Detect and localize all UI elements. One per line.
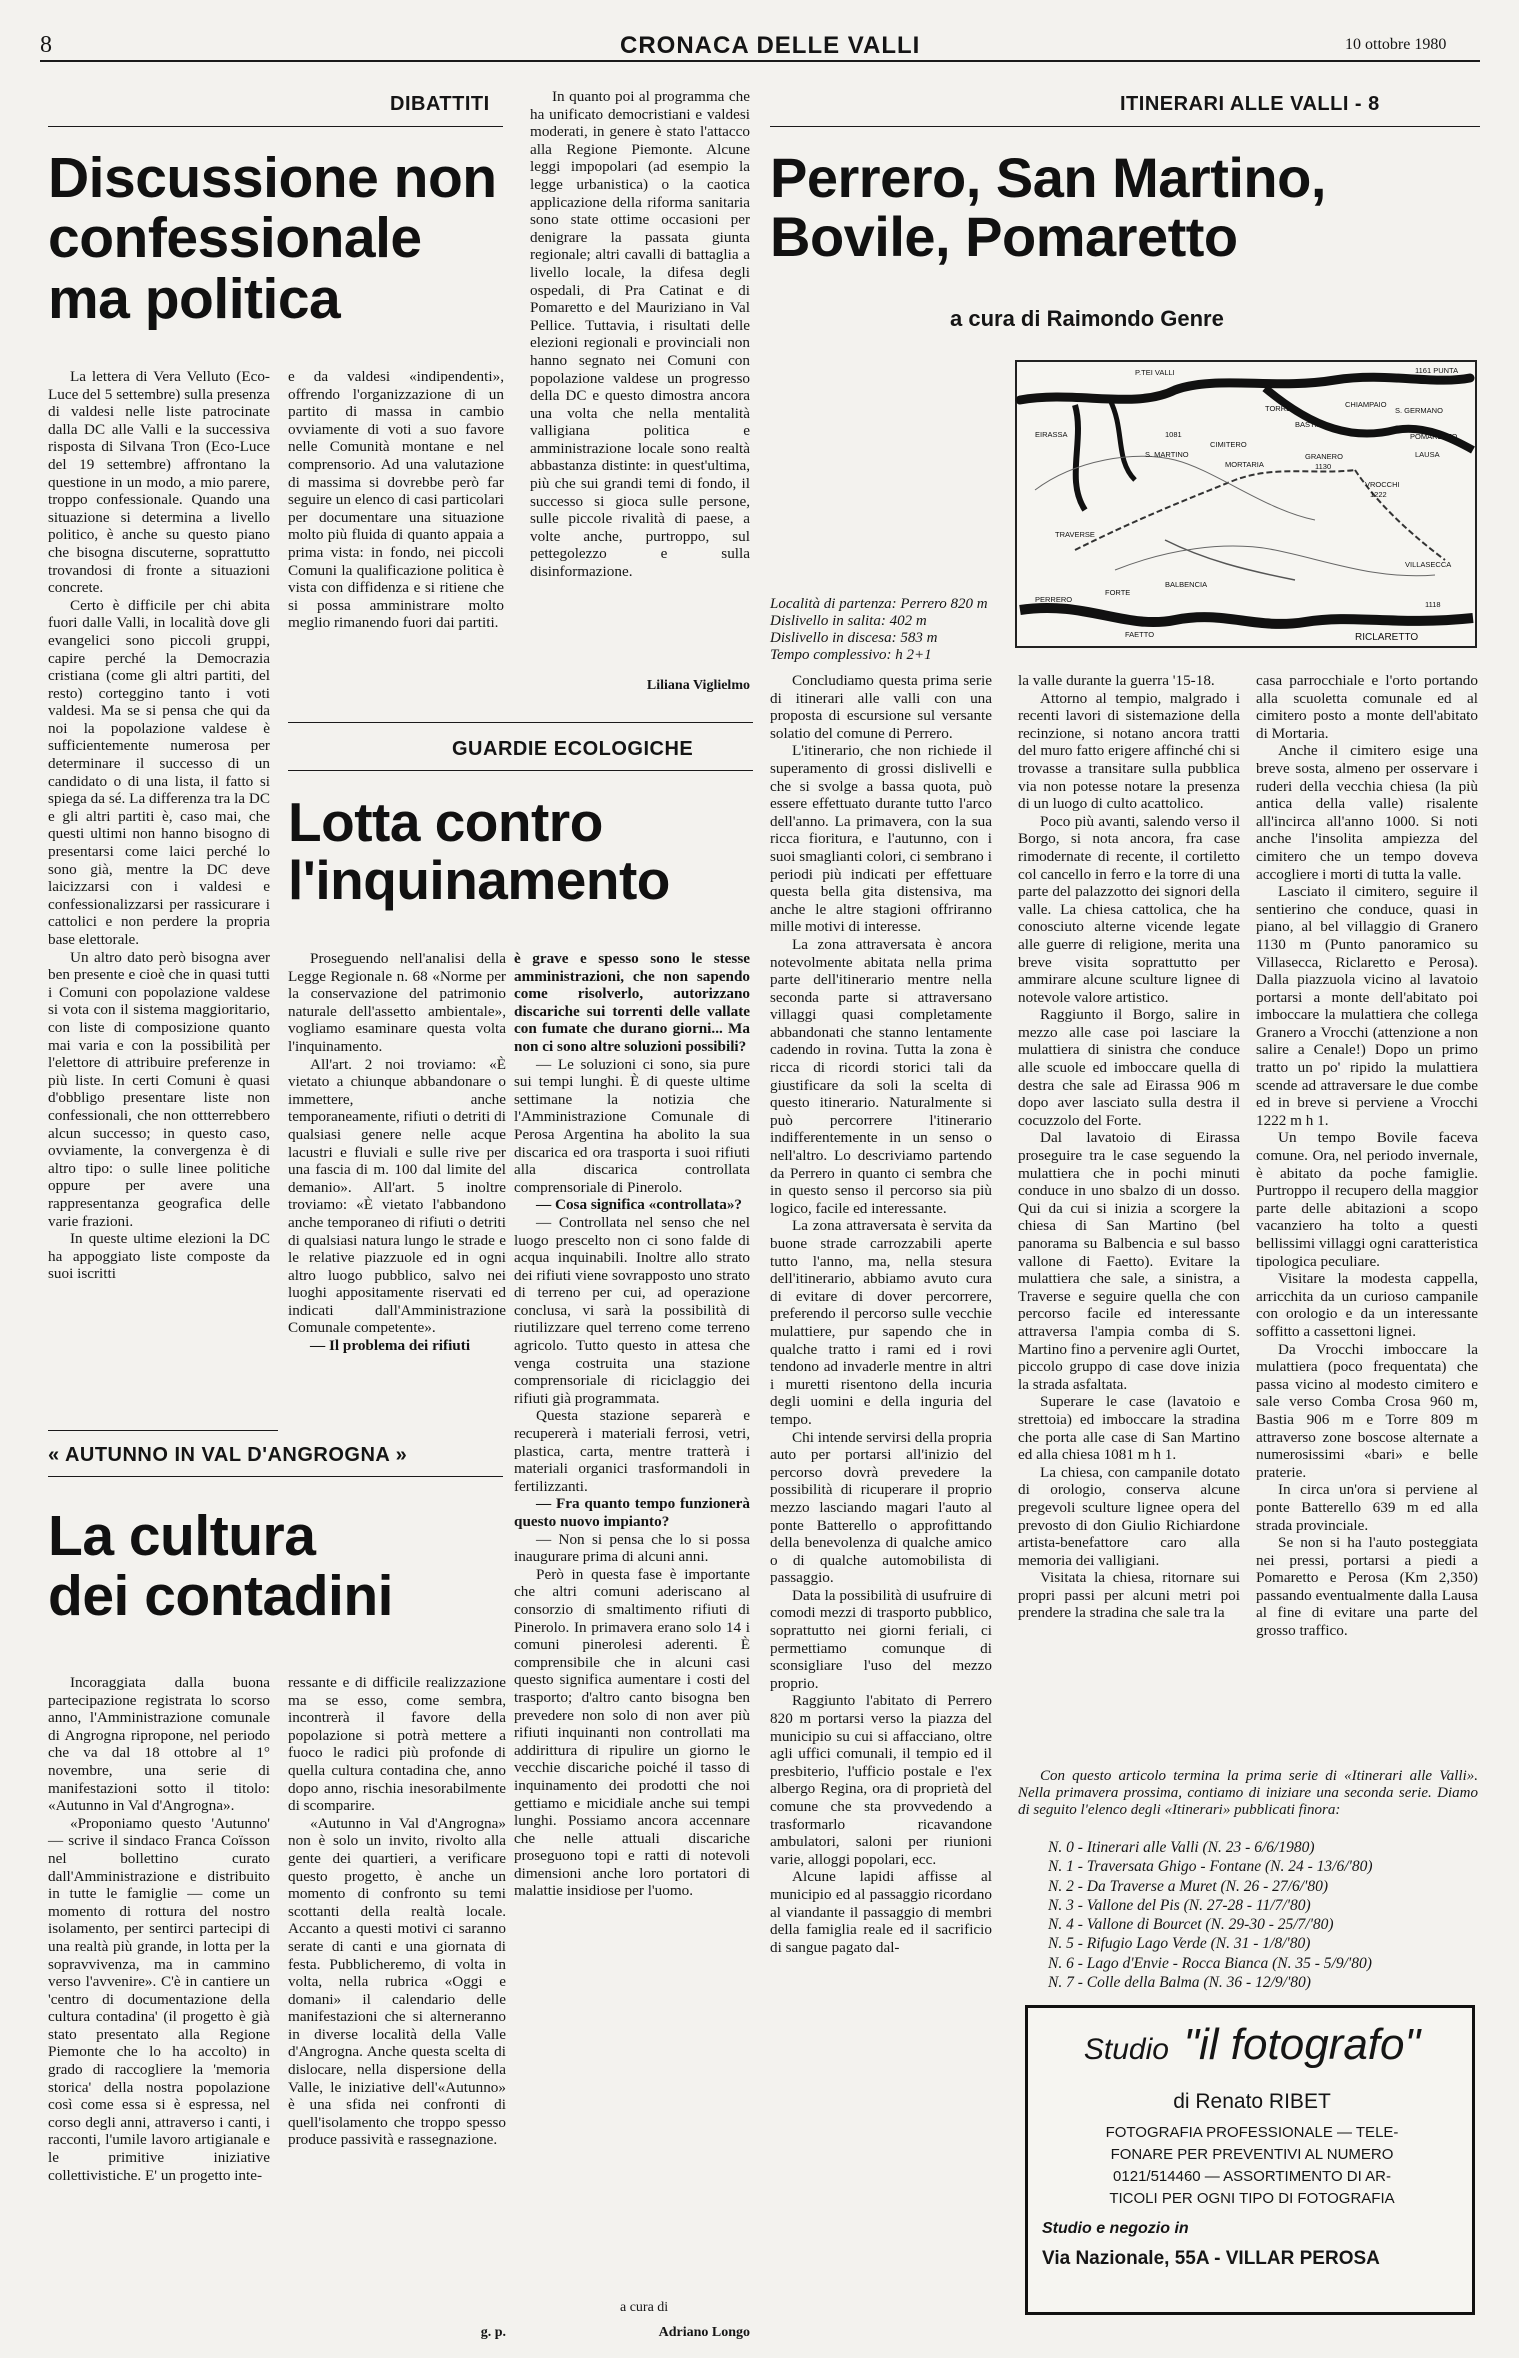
map-label: 1130 — [1315, 462, 1332, 471]
ad-owner: di Renato RIBET — [1173, 2090, 1331, 2113]
paragraph: In queste ultime elezioni la DC ha appoggiato liste composte da suoi iscritti — [48, 1230, 270, 1283]
paragraph: Però in questa fase è importante che altri comuni aderiscano al consorzio di smaltimento rifiuti di Pinerolo. In primavera erano solo 14 i comuni pinerolesi aderenti. È comprensibile che in alcuni casi questo significa aumentare i costi del trasporto; d'altro canto bisogna ben prevedere non solo di non aver più rifiuti inquinanti non controllati ma addirittura di ripulire un giorno le vecchie discariche poiché il tasso di inquinamento dei prodotti che noi gettiamo e micidiale anche sui tempi lunghi. Possiamo ancora accennare che nelle attuali discariche proseguono topi e ratti di notevoli dimensioni anche loro portatori di malattie insidiose per l'uomo. — [514, 1565, 750, 1900]
page-number: 8 — [40, 32, 52, 58]
photographer-ad — [1025, 2005, 1475, 2315]
paragraph: Un tempo Bovile faceva comune. Ora, nel periodo invernale, è abitato da poche famiglie. Purtroppo il recupero della maggior parte delle abitazioni a scopo vacanziero ha tolto a questi bellissimi villaggi ogni caratteristica tipologica peculiare. — [1256, 1129, 1478, 1270]
paragraph: Dal lavatoio di Eirassa proseguire tra le case seguendo la mulattiera che in pochi minuti conduce in uno sbalzo di un dosso. Qui da cui si inizia a scorgere la chiesa di San Martino (bel panorama su Balbencia e sul basso vallone di Faetto). Evitare la mulattiera che sale, a sinistra, a Traverse e seguire quella che con percorso facile ed interessante attraversa l'ampia comba di S. Martino fino a pervenire agli Ourtet, piccolo gruppo di case dove inizia la strada asfaltata. — [1018, 1129, 1240, 1393]
paragraph: Certo è difficile per chi abita fuori dalle Valli, in località dove gli evangelici sono piccoli gruppi, capire perché la Democrazia cristiana (come gli altri partiti, del resto) corteggino tanto i voti valdesi. Ma se si pensa che qui da noi la popolazione valdese è sufficientemente numerosa per determinare il successo di un candidato o di una lista, il fatto si spiega da sé. La differenza tra la DC e gli altri partiti è, caso mai, che questi ultimi non hanno bisogno di presentarsi come laici perché lo sono già, mentre la DC deve laicizzarsi con i valdesi e confessionalizzarsi per rassicurare i cattolici e non perdere la propria base elettorale. — [48, 596, 270, 948]
paragraph: Lasciato il cimitero, seguire il sentierino che conduce, quasi in piano, al bel villaggio di Granero 1130 m (Punto panoramico su Villasecca, Riclaretto e Perosa). Dalla piazzuola vicino al lavatoio portarsi a monte dell'abitato poi imboccare la mulattiera che collega Granero a Vrocchi (attenzione a non salire a Cenale!) Dopo un primo tratto un po' ripido la mulattiera scende ad attraversare le due combe ed in breve si perviene a Vrocchi 1222 m h 1. — [1256, 883, 1478, 1129]
ad-body — [1042, 2122, 1462, 2210]
paragraph: La chiesa, con campanile dotato di orologio, conserva alcune pregevoli sculture lignee opera del prevosto di don Giulio Richiardone artista-benefattore caro alla memoria dei valligiani. — [1018, 1463, 1240, 1569]
headline-itinerari — [770, 148, 1326, 267]
section-rule — [288, 770, 753, 771]
headline-line: Perrero, San Martino, — [770, 146, 1326, 209]
map-label: TORRE — [1265, 404, 1292, 413]
headline-line: confessionale — [48, 206, 422, 271]
section-label-dibattiti: DIBATTITI — [390, 93, 490, 115]
section-rule — [48, 1430, 278, 1431]
paragraph: Superare le case (lavatoio e strettoia) ed imboccare la stradina che porta alle case di San Martino ed alla chiesa 1081 m h 1. — [1018, 1393, 1240, 1464]
map-label: MORTARIA — [1225, 460, 1264, 469]
list-item: N. 0 - Itinerari alle Valli (N. 23 - 6/6/1980) — [1048, 1839, 1315, 1856]
paragraph: Concludiamo questa prima serie di itinerari alle valli con una proposta di escursione sul versante solatio del comune di Perrero. — [770, 672, 992, 742]
author-signature: Liliana Viglielmo — [646, 678, 750, 693]
list-item: N. 3 - Vallone del Pis (N. 27-28 - 11/7/'80) — [1048, 1896, 1311, 1914]
map-label: BASTIA — [1295, 420, 1322, 429]
paragraph: è grave e spesso sono le stesse amministrazioni, che non sapendo come risolverlo, autorizzano discariche sui torrenti delle vallate con fumate che durano giorni... Ma non ci sono altre soluzioni possibili? — [514, 950, 750, 1055]
section-rule — [48, 1476, 503, 1477]
paragraph: Da Vrocchi imboccare la mulattiera (poco frequentata) che passa vicino al modesto cimitero e sale verso Comba Crosa 960 m, Bastia 906 m e Torre 809 m attraverso zone boscose alternate a numerosissimi «bari» e belle praterie. — [1256, 1340, 1478, 1481]
masthead-rule — [40, 60, 1480, 62]
section-label-autunno: « AUTUNNO IN VAL D'ANGROGNA » — [48, 1444, 408, 1466]
paragraph: In circa un'ora si perviene al ponte Batterello 639 m ed alla strada provinciale. — [1256, 1481, 1478, 1534]
map-label: RICLARETTO — [1355, 632, 1419, 643]
map-label: LAUSA — [1415, 450, 1440, 459]
series-note: Con questo articolo termina la prima serie di «Itinerari alle Valli». Nella primavera prossima, contiamo di iniziare una seconda serie. Diamo di seguito l'elenco degli «Itinerari» pubblicati finora: — [1018, 1768, 1478, 1818]
map-label: VROCCHI — [1365, 480, 1400, 489]
headline-line: ma politica — [48, 266, 341, 331]
paragraph: Raggiunto l'abitato di Perrero 820 m portarsi verso la piazza del municipio su cui si affacciano, oltre agli uffici comunali, il tempio ed il presbiterio, l'ufficio postale e l'ex albergo Regina, ora di proprietà del comune che sta provvedendo a trasformarlo ricavandone ambulatori, saloni per riunioni varie, alloggi popolari, ecc. — [770, 1692, 992, 1868]
route-start: Località di partenza: Perrero 820 m — [770, 596, 988, 612]
article-column — [288, 368, 504, 632]
route-time: Tempo complessivo: h 2+1 — [770, 647, 932, 663]
paragraph: Se non si ha l'auto posteggiata nei pressi, portarsi a piedi a Pomaretto e Perosa (Km 2,350) passando eventualmente dalla Lausa al fine di evitare una parte del grosso traffico. — [1256, 1534, 1478, 1640]
paragraph: la valle durante la guerra '15-18. — [1018, 672, 1215, 689]
issue-date: 10 ottobre 1980 — [1345, 36, 1447, 53]
section-rule — [770, 126, 1480, 127]
map-label: BALBENCIA — [1165, 580, 1208, 589]
ad-title — [1042, 2020, 1462, 2070]
author-signature: g. p. — [480, 2325, 506, 2340]
paragraph: e da valdesi «indipendenti», offrendo l'organizzazione di un partito di massa in cambio ovviamente di voti a suo favore nelle Comunità montane e nel comprensorio. Ad una valutazione di massima si dovrebbe però far seguire un elenco di casi particolari per documentare una situazione molto più fluida di quanto appaia a prima vista: in fondo, nei piccoli Comuni la qualificazione politica è vista con diffidenza e si ritiene che si possa amministrare molto meglio rimanendo fuori dai partiti. — [288, 368, 504, 632]
map-label: CERESIO — [1415, 376, 1449, 385]
section-rule — [48, 126, 503, 127]
ad-line: 0121/514460 — ASSORTIMENTO DI AR- — [1113, 2168, 1391, 2185]
paragraph: Attorno al tempio, malgrado i recenti lavori di sistemazione della recinzione, si notano ancora tratti del muro fatto erigere affinché chi si trovasse a transitare sulla pubblica via non potesse notare la presenza di un luogo di culto acattolico. — [1018, 689, 1240, 813]
paragraph: — Non si pensa che lo si possa inaugurare prima di alcuni anni. — [514, 1530, 750, 1566]
ad-line: TICOLI PER OGNI TIPO DI FOTOGRAFIA — [1109, 2190, 1395, 2207]
ad-line: FOTOGRAFIA PROFESSIONALE — TELE- — [1105, 2124, 1399, 2141]
paragraph: — Le soluzioni ci sono, sia pure sui tempi lunghi. È di queste ultime settimane la notizia che l'Amministrazione Comunale di Perosa Argentina ha abolito la sua discarica ed ora trasporta i suoi rifiuti alla discarica controllata comprensoriale di Pinerolo. — [514, 1055, 750, 1196]
map-label: 1222 — [1370, 490, 1387, 499]
map-label: 1161 PUNTA — [1415, 366, 1459, 375]
paragraph: «Autunno in Val d'Angrogna» non è solo un invito, rivolto alla gente dei quartieri, a verificare questo progetto, è anche un momento di confronto su temi scottanti della realtà locale. Accanto a questi motivi ci saranno serate di canti e una giornata di festa. Pubblicheremo, di volta in volta, nella rubrica «Oggi e domani» il calendario delle manifestazioni che si alterneranno in diverse località della Valle d'Angrogna. Anche questa scelta di dislocare, nella dispersione della Valle, le iniziative dell'«Autunno» è una sfida nei confronti di quell'isolamento che troppo spesso produce passività e rassegnazione. — [288, 1814, 506, 2149]
article-column — [1018, 672, 1240, 1622]
ad-studio: Studio — [1083, 2033, 1169, 2066]
headline-line: La cultura — [48, 1504, 316, 1568]
map-label: EIRASSA — [1035, 430, 1068, 439]
paragraph: Data la possibilità di usufruire di comodi mezzi di trasporto pubblico, soprattutto nei giorni feriali, ci permettiamo comunque di sconsigliare l'uso del mezzo proprio. — [770, 1586, 992, 1692]
paragraph: Chi intende servirsi della propria auto per portarsi all'inizio del percorso dovrà prevedere la possibilità di ricuperare il proprio mezzo lasciando magari l'auto al ponte Batterello o approfittando della benevolenza di qualche amico o di qualche automobilista di passaggio. — [770, 1428, 992, 1587]
paragraph: Visitata la chiesa, ritornare sui propri passi per alcuni metri poi prendere la stradina che sale tra la — [1018, 1569, 1240, 1622]
paragraph: — Controllata nel senso che nel luogo prescelto non ci sono falde di acqua inquinabili. Inoltre allo strato dei rifiuti viene sovrapposto uno strato di terreno per cui, ad operazione conclusa, vi sarà la possibilità di riutilizzare quel terreno come terreno agricolo. Tutto questo in attesa che venga costruita una stazione comprensoriale di riciclaggio dei rifiuti già programmata. — [514, 1213, 750, 1407]
paragraph: Questa stazione separerà e recupererà i materiali ferrosi, vetri, plastica, carta, mentre tratterà i materiali organici trasformandoli in fertilizzanti. — [514, 1407, 750, 1495]
headline-autunno — [48, 1506, 393, 1627]
map-label: GRANERO — [1305, 452, 1343, 461]
section-rule — [288, 722, 753, 723]
list-item: N. 4 - Vallone di Bourcet (N. 29-30 - 25/7/'80) — [1048, 1916, 1334, 1934]
paragraph: — Il problema dei rifiuti — [310, 1337, 471, 1355]
map-label: S. GERMANO — [1395, 406, 1443, 415]
paragraph: Anche il cimitero esige una breve sosta, almeno per osservare i ruderi della vecchia chiesa (la più antica della valle) risalente all'incirca all'anno 1000. Si noti anche l'insolita ampiezza del cimitero che un tempo doveva accogliere i morti di tutta la valle. — [1256, 742, 1478, 883]
paragraph: — Fra quanto tempo funzionerà questo nuovo impianto? — [514, 1495, 750, 1530]
headline-line: Discussione non — [48, 146, 497, 210]
list-item: N. 1 - Traversata Ghigo - Fontane (N. 24 - 13/6/'80) — [1048, 1858, 1373, 1876]
article-column — [530, 88, 750, 581]
headline-line: Lotta contro — [288, 791, 603, 853]
article-column — [1256, 672, 1478, 1640]
headline-guardie — [288, 793, 670, 910]
list-item: N. 7 - Colle della Balma (N. 36 - 12/9/'80) — [1048, 1974, 1311, 1992]
article-column — [514, 950, 750, 1900]
paragraph: In quanto poi al programma che ha unificato democristiani e valdesi moderati, in genere è stato l'attacco alla Regione Piemonte. Alcune leggi impopolari (ad esempio la legge urbanistica) o la caotica applicazione della riforma sanitaria sono state ottime occasioni per denigrare la passata giunta regionale; altri cavalli di battaglia a livello locale, la difesa degli ospedali, di Pra Catinat e di Pomaretto e del Mauriziano in Val Pellice. Tuttavia, i risultati delle elezioni regionali e provinciali non hanno segnato nei Comuni con popolazione valdese un progresso della DC e questo dimostra ancora una volta che nella mentalità valligiana politica e amministrazione locale sono realtà abbastanza distinte: in quest'ultima, più che sui grandi temi di fondo, il successo si gioca sulle persone, sulle piccole rivalità di paese, a volte anche, purtroppo, sul pettegolezzo e sulla disinformazione. — [530, 88, 750, 581]
map-label: FAETTO — [1125, 630, 1155, 639]
ad-line: FONARE PER PREVENTIVI AL NUMERO — [1110, 2146, 1394, 2163]
headline-line: l'inquinamento — [288, 849, 670, 912]
map-label: FORTE — [1105, 588, 1131, 597]
map-label: POMARETTO — [1410, 432, 1458, 441]
map-label: 1118 — [1425, 600, 1441, 609]
paper-name: CRONACA DELLE VALLI — [620, 32, 921, 59]
article-column — [288, 1674, 506, 2149]
map-label: S. MARTINO — [1145, 450, 1189, 459]
route-descent: Dislivello in discesa: 583 m — [770, 630, 938, 646]
list-item: N. 5 - Rifugio Lago Verde (N. 31 - 1/8/'80) — [1048, 1935, 1311, 1953]
headline-dibattiti — [48, 148, 497, 329]
paragraph: Incoraggiata dalla buona partecipazione registrata lo scorso anno, l'Amministrazione comunale di Angrogna ripropone, nel periodo che va dal 18 ottobre al 1° novembre, una serie di manifestazioni sotto il titolo: «Autunno in Val d'Angrogna». — [48, 1674, 270, 1815]
paragraph: Poco più avanti, salendo verso il Borgo, si nota ancora, fra case rimodernate di recente, il cortiletto col cancello in ferro e la torre di una parte del palazzotto dei signori della valle. La chiesa cattolica, che ha conosciuto alterne vicende legate alle guerre di religione, merita una breve visita soprattutto per ammirare alcune sculture lignee di notevole valore artistico. — [1018, 812, 1240, 1006]
paragraph: La zona attraversata è servita da buone strade carrozzabili aperte tutto l'anno, ma, nella stesura dell'itinerario, abbiamo avuto cura di evitare di dover percorrere, preferendo il percorso sulle vecchie mulattiere, pur sapendo che in qualche tratto i rami ed i rovi tendono ad invaderle mentre in altri i muretti risentono della incuria degli uomini e della inguria del tempo. — [770, 1217, 992, 1428]
itinerary-list — [1048, 1838, 1478, 1992]
byline: a cura di Raimondo Genre — [950, 306, 1224, 331]
paragraph: L'itinerario, che non richiede il superamento di grossi dislivelli e che si svolge a bassa quota, può essere effettuato durante tutto l'arco dell'anno. La primavera, con la sua ricca fioritura, e l'autunno, con i suoi smaglianti colori, ci sembrano i periodi più indicati per effettuare questa bella gita distensiva, ma anche le altre stagioni offriranno mille motivi di interesse. — [770, 742, 992, 936]
ad-shop-label: Studio e negozio in — [1042, 2220, 1189, 2237]
author-signature: Adriano Longo — [658, 2325, 750, 2340]
headline-line: Bovile, Pomaretto — [770, 205, 1238, 269]
list-item: N. 2 - Da Traverse a Muret (N. 26 - 27/6/'80) — [1048, 1877, 1328, 1895]
section-label-guardie: GUARDIE ECOLOGICHE — [452, 738, 694, 760]
map-label: P.TEI VALLI — [1135, 368, 1175, 377]
article-column — [288, 950, 506, 1355]
paragraph: ressante e di difficile realizzazione ma se esso, come sembra, incontrerà il favore della popolazione si potrà mettere a fuoco le radici più profonde di quella cultura contadina che, anno dopo anno, rischia inesorabilmente di scomparire. — [288, 1674, 506, 1815]
map-label: VILLASECCA — [1405, 560, 1452, 569]
paragraph: Raggiunto il Borgo, salire in mezzo alle case poi lasciare la mulattiera di sinistra che conduce alle scuole ed imboccare quella di destra che sale ad Eirassa 906 m dopo aver lasciato sulla destra il cocuzzolo del Forte. — [1018, 1006, 1240, 1129]
article-column — [770, 672, 992, 1956]
paragraph: Alcune lapidi affisse al municipio ed al passaggio ricordano al viandante il passaggio di membri della famiglia reale ed il sacrificio di sangue pagato dal- — [770, 1868, 992, 1956]
paragraph: «Proponiamo questo 'Autunno' — scrive il sindaco Franca Coïsson nel bollettino curato dall'Amministrazione e distribuito in tutte le famiglie — come un momento di rottura del nostro isolamento, per sentirci partecipi di una realtà più grande, in lotta per la sopravvivenza, ma in cammino verso l'avvenire». C'è in cantiere un 'centro di documentazione della cultura contadina' (il progetto è già stato presentato alla Regione Piemonte che lo ha accolto) in grado di raccogliere la 'memoria storica' della nostra popolazione così come essa si è espressa, nel corso degli anni, attraverso i canti, i racconti, l'umile lavoro artigianale e le primitive iniziative collettivistiche. E' un progetto inte- — [48, 1814, 270, 2184]
article-column — [48, 368, 270, 1283]
paragraph: Visitare la modesta cappella, arricchita da un curioso campanile con orologio e da un interessante soffitto a cassettoni lignei. — [1256, 1270, 1478, 1340]
route-info — [770, 596, 1000, 664]
paragraph: — Cosa significa «controllata»? — [536, 1196, 743, 1214]
section-label-itinerari: ITINERARI ALLE VALLI - 8 — [1120, 93, 1380, 115]
map-label: CIMITERO — [1210, 440, 1247, 449]
paragraph: Un altro dato però bisogna aver ben presente e cioè che in quasi tutti i Comuni con popolazione valdese si vota con il sistema maggioritario, con liste di composizione quanto mai varia e con la possibilità per l'elettore di attribuire preferenze in più liste. In certi Comuni è quasi d'obbligo presentare liste non confessionali, che non ottterrebbero alcun successo; in questo caso, ovviamente, la convergenza è di altro tipo: o sulle linee politiche oppure per avere una rappresentanza geografica delle varie frazioni. — [48, 948, 270, 1230]
route-map — [1015, 360, 1477, 648]
route-ascent: Dislivello in salita: 402 m — [770, 613, 927, 629]
map-label: TRAVERSE — [1055, 530, 1095, 539]
paragraph: La zona attraversata è ancora notevolmente abitata nella prima parte dell'itinerario mentre nella seconda parte si attraversano villaggi quasi completamente abbandonati che stanno lentamente cadendo in rovina. Tutta la zona è ricca di ricordi storici tali da giustificare da soli la scelta di questo itinerario. Naturalmente si può percorrere l'itinerario indifferentemente in un senso o nell'altro. Lo descriviamo partendo da Perrero in quanto ci sembra che in questo senso il percorso sia più logico, facile ed interessante. — [770, 935, 992, 1217]
map-label: CHIAMPAIO — [1345, 400, 1387, 409]
paragraph: casa parrocchiale e l'orto portando alla scuoletta comunale ed al cimitero posto a monte dell'abitato di Mortaria. — [1256, 672, 1478, 742]
list-item: N. 6 - Lago d'Envie - Rocca Bianca (N. 35 - 5/9/'80) — [1048, 1954, 1372, 1972]
map-label: 1081 — [1165, 430, 1182, 439]
paragraph: Proseguendo nell'analisi della Legge Regionale n. 68 «Norme per la conservazione del patrimonio naturale dell'assetto ambientale», vogliamo esaminare questa volta l'inquinamento. — [288, 950, 506, 1055]
paragraph: La lettera di Vera Velluto (Eco-Luce del 5 settembre) sulla presenza di valdesi nelle liste patrocinate dalla DC alle Valli e la successiva risposta di Silvana Tron (Eco-Luce del 19 settembre) affrontano la questione in un modo, a mio parere, troppo confessionale. Quando una situazione si determina a livello politico, è anche su questo piano che bisogna discuterne, soprattutto trovandosi di fronte a situazioni concrete. — [48, 368, 270, 597]
article-column — [48, 1674, 270, 2184]
paragraph: All'art. 2 noi troviamo: «È vietato a chiunque abbandonare o immettere, anche temporaneamente, rifiuti o detriti di qualsiasi genere nelle acque lacustri e fluviali e sulle rive per una fascia di m. 100 dal limite del demanio». All'art. 5 inoltre troviamo: «È vietato l'abbandono anche temporaneo di rifiuti o detriti di qualsiasi natura lungo le strade e le relative piazzuole ed in ogni altro luogo pubblico, salvo nei luoghi appositamente riservati ed indicati dall'Amministrazione Comunale competente». — [288, 1055, 506, 1337]
byline-label: a cura di — [620, 2300, 669, 2315]
headline-line: dei contadini — [48, 1564, 394, 1629]
ad-address: Via Nazionale, 55A - VILLAR PEROSA — [1042, 2248, 1380, 2269]
ad-name: "il fotografo" — [1183, 2020, 1421, 2069]
map-label: PERRERO — [1035, 595, 1073, 604]
